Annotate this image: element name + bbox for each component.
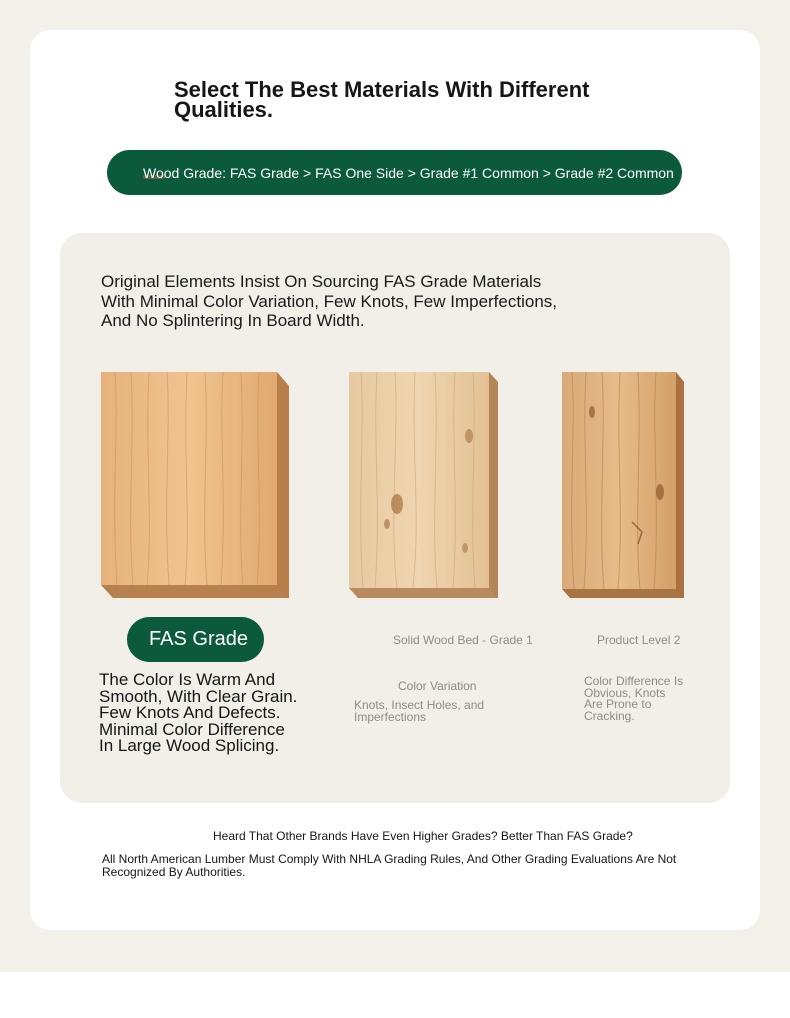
intro-text: Original Elements Insist On Sourcing FAS Grade Materials With Minimal Color Variation, Few Knots, Few Imperfections, And No Splintering In Board Width.: [101, 272, 557, 330]
fas-description: The Color Is Warm And Smooth, With Clear Grain. Few Knots And Defects. Minimal Color Difference In Large Wood Splicing.: [99, 670, 298, 755]
grade1-description: Knots, Insect Holes, and Imperfections: [354, 698, 485, 724]
grade2-wood-sample-image: [562, 372, 684, 598]
footer-question: Heard That Other Brands Have Even Higher Grades? Better Than FAS Grade?: [213, 829, 633, 843]
fas-wood-sample-image: [101, 372, 289, 598]
grade1-wood-sample-image: [349, 372, 498, 598]
wood-grade-banner: [107, 150, 682, 195]
grade1-title: Color Variation: [398, 679, 477, 693]
grade2-label: Product Level 2: [597, 633, 681, 647]
wood-grade-text: Wood Grade: FAS Grade > FAS One Side > Grade #1 Common > Grade #2 Common: [143, 165, 674, 181]
footer-note: All North American Lumber Must Comply With NHLA Grading Rules, And Other Grading Evaluations Are Not Recognized By Authorities.: [102, 852, 677, 879]
grade1-label: Solid Wood Bed - Grade 1: [393, 633, 533, 647]
fas-grade-badge: FAS Grade: [127, 617, 264, 662]
grade2-description: Color Difference Is Obvious, Knots Are Prone to Cracking.: [584, 674, 684, 723]
page-title: Select The Best Materials With Different Qualities.: [174, 77, 590, 122]
